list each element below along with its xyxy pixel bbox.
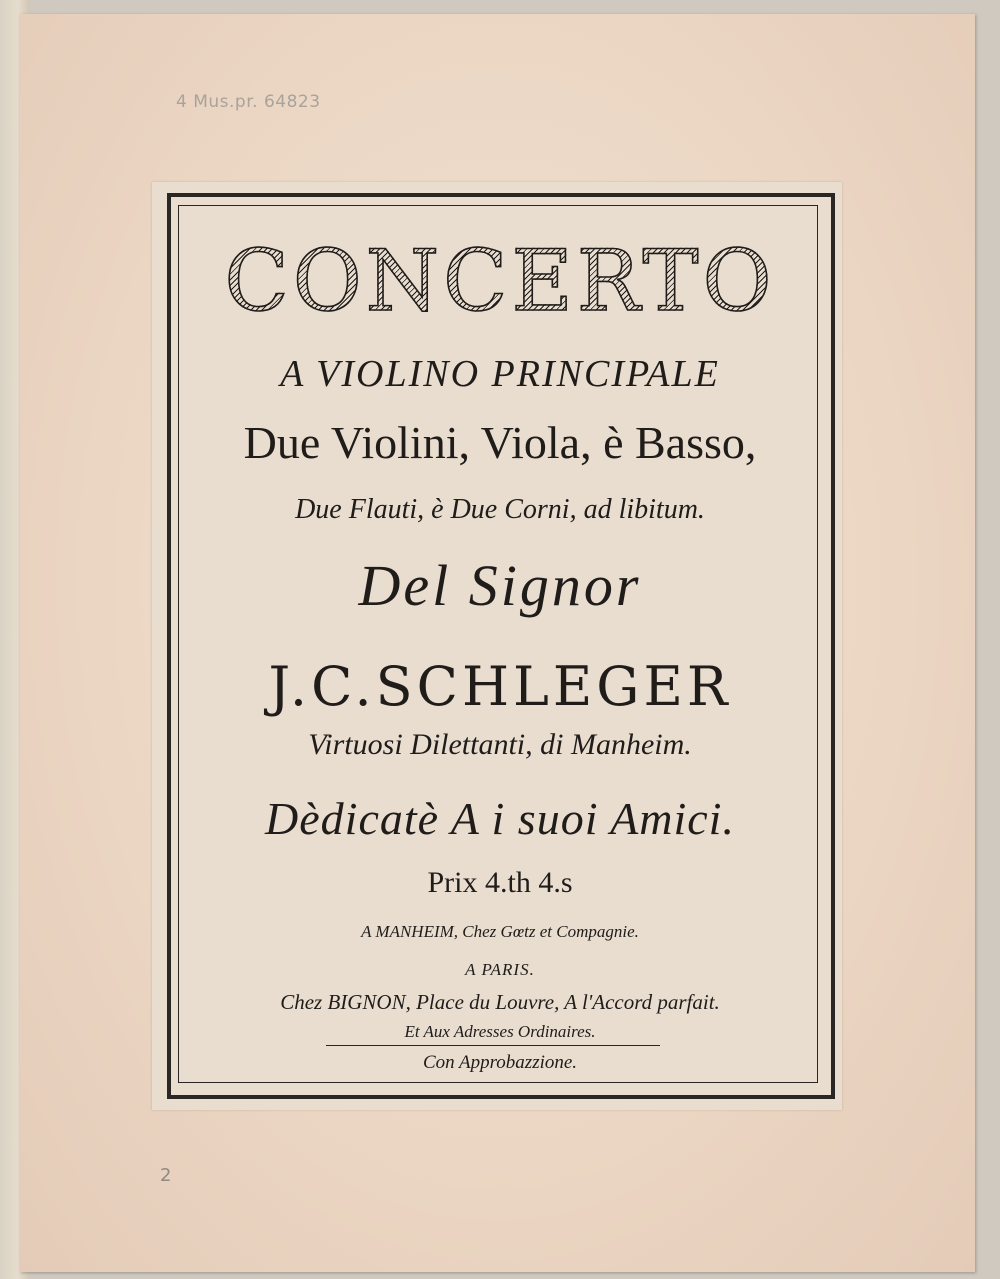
price: Prix 4.th 4.s [427,866,573,899]
optional-winds-line: Due Flauti, è Due Corni, ad libitum. [295,494,705,525]
publisher-paris: Chez BIGNON, Place du Louvre, A l'Accord parfait. [280,990,720,1014]
approbation: Con Approbazzione. [422,1052,578,1073]
accompaniment-line: Due Violini, Viola, è Basso, [243,417,757,468]
pencil-page-number: 2 [160,1165,172,1186]
addresses-line: Et Aux Adresses Ordinaires. [404,1022,596,1041]
title: CONCERTO [0,232,1000,330]
paris-heading: A PARIS. [465,960,535,979]
publisher-mannheim: A MANHEIM, Chez Gœtz et Compagnie. [361,922,639,941]
dedication: Dèdicatè A i suoi Amici. [265,793,735,844]
solo-instrument-line: A VIOLINO PRINCIPALE [280,353,720,395]
by-line: Del Signor [358,553,642,618]
divider-rule [326,1045,660,1046]
composer-description: Virtuosi Dilettanti, di Manheim. [308,728,692,761]
shelfmark: 4 Mus.pr. 64823 [176,92,321,112]
composer-name: J.C.SCHLEGER [268,655,732,718]
inner-border [178,205,818,1083]
